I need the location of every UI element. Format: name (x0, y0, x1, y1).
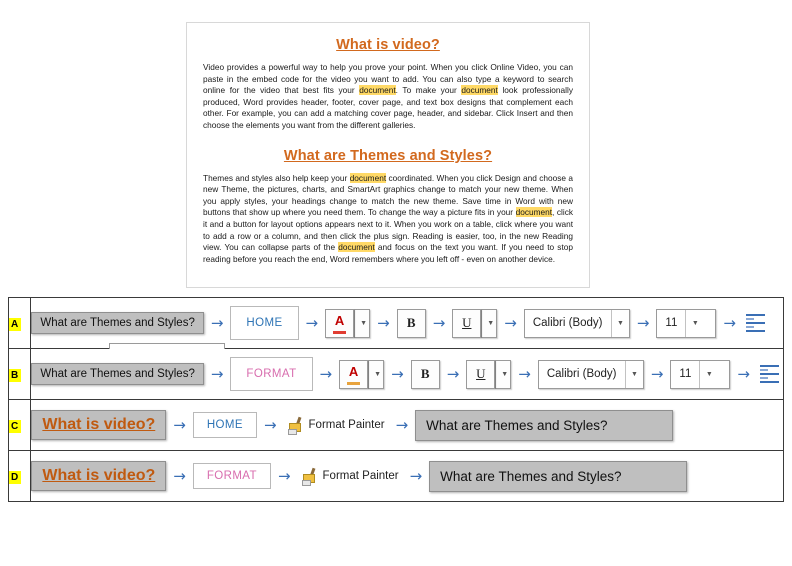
font-color-group-a[interactable] (325, 309, 370, 338)
option-letter-cell-d (9, 451, 31, 502)
option-letter-cell-c (9, 400, 31, 451)
arrow-icon: → (432, 313, 446, 332)
format-painter-label-c: Format Painter (308, 419, 385, 431)
underline-button-a[interactable] (452, 309, 481, 338)
font-size-dropdown-b[interactable] (699, 361, 715, 388)
document-preview-panel (186, 22, 590, 288)
font-color-letter-a: A (334, 313, 345, 328)
paragraph-text-run: Video provides a powerful way to help you prove your point. When you click Online Video, you can paste in the embed code for the video you want to add. You can also type a keyword to search online for the video that best fits your (203, 62, 573, 96)
tab-home-a[interactable]: HOME (230, 306, 298, 340)
table-row[interactable] (9, 298, 784, 349)
font-size-value-a: 11 (665, 317, 678, 329)
option-letter-b: B (9, 369, 21, 382)
chevron-down-icon: ▼ (487, 319, 495, 327)
bold-button-b[interactable] (411, 360, 440, 389)
arrow-icon: → (319, 364, 333, 383)
bold-glyph: B (420, 366, 430, 381)
arrow-icon: → (277, 466, 291, 485)
arrow-icon: → (737, 364, 750, 383)
underline-glyph: U (462, 315, 472, 330)
format-painter-button-d[interactable] (298, 468, 403, 484)
font-color-dropdown-a[interactable] (354, 309, 370, 338)
font-name-value-a: Calibri (Body) (532, 317, 603, 329)
table-row[interactable] (9, 400, 784, 451)
paragraph-text-run: look professionally produced, Word provides header, footer, cover page, and text box designs that complement each other. For example, you can add a matching cover page, header, and sidebar. Click Insert and then choose the elements you want from the different galleries. (203, 85, 573, 130)
paragraph-text-run: and focus on the text you want. If you need to stop reading before you reach the end, Word remembers where you left off - even on another device. (203, 242, 573, 264)
chevron-down-icon: ▼ (705, 370, 713, 378)
arrow-icon: → (377, 313, 390, 332)
arrow-icon: → (446, 364, 460, 383)
highlighted-word: document (359, 85, 396, 96)
target-text-c[interactable]: What are Themes and Styles? (415, 410, 673, 441)
arrow-icon: → (395, 415, 409, 434)
format-painter-icon (302, 468, 318, 484)
line-spacing-icon-b[interactable] (757, 362, 783, 386)
arrow-icon: → (263, 415, 277, 434)
selected-text-b[interactable]: What are Themes and Styles? (31, 363, 203, 385)
arrow-icon: → (391, 364, 404, 383)
underline-glyph: U (476, 366, 486, 381)
doc-paragraph-1 (203, 62, 573, 132)
font-size-value-b: 11 (679, 368, 692, 380)
target-text-d[interactable]: What are Themes and Styles? (429, 461, 687, 492)
bold-glyph: B (406, 315, 416, 330)
doc-heading-themes-and-styles: What are Themes and Styles? (283, 147, 493, 164)
option-letter-cell-a (9, 298, 31, 349)
table-row[interactable] (9, 451, 784, 502)
highlighted-word: document (349, 172, 387, 183)
highlighted-word: document (515, 207, 553, 218)
paragraph-text-run: coordinated. When you click Design and choose a new Theme, the pictures, charts, and SmartArt graphics change to match your new theme. When you apply styles, your headings change to match the new theme. Save time in Word with new buttons that show up where you need them. To change the way a picture fits in your (203, 172, 574, 218)
underline-dropdown-b[interactable] (495, 360, 511, 389)
arrow-icon: → (210, 364, 224, 383)
doc-paragraph-2 (203, 173, 573, 266)
font-color-swatch-a (333, 331, 346, 334)
arrow-icon: → (173, 466, 186, 485)
chevron-down-icon: ▼ (374, 370, 382, 378)
font-color-button-a[interactable] (325, 309, 354, 338)
option-row-b-content[interactable] (31, 349, 784, 400)
paragraph-text-run: . To make your (395, 85, 462, 96)
arrow-icon: → (409, 466, 423, 485)
font-name-combo-a[interactable] (524, 309, 630, 338)
font-color-swatch-b (347, 382, 360, 385)
doc-heading-what-is-video: What is video? (336, 37, 440, 53)
chevron-down-icon: ▼ (631, 370, 638, 378)
arrow-icon: → (636, 313, 650, 332)
chevron-down-icon: ▼ (617, 319, 624, 327)
underline-group-b[interactable] (466, 360, 511, 389)
font-color-button-b[interactable] (339, 360, 368, 389)
highlighted-word: document (338, 242, 375, 253)
tab-format-d[interactable]: FORMAT (193, 463, 271, 489)
font-color-group-b[interactable] (339, 360, 384, 389)
arrow-icon: → (504, 313, 517, 332)
arrow-icon: → (305, 313, 319, 332)
tab-format-b[interactable]: FORMAT (230, 357, 312, 391)
arrow-icon: → (518, 364, 531, 383)
underline-group-a[interactable] (452, 309, 497, 338)
chevron-down-icon: ▼ (501, 370, 509, 378)
arrow-icon: → (173, 415, 186, 434)
chevron-down-icon: ▼ (691, 319, 699, 327)
option-letter-c: C (9, 420, 21, 433)
tab-home-c[interactable]: HOME (193, 412, 257, 438)
option-row-d-content[interactable] (31, 451, 784, 502)
table-row[interactable] (9, 349, 784, 400)
bold-button-a[interactable] (397, 309, 426, 338)
selected-text-d[interactable]: What is video? (31, 461, 166, 491)
underline-dropdown-a[interactable] (481, 309, 497, 338)
paragraph-text-run: Themes and styles also help keep your (203, 172, 350, 183)
arrow-icon: → (723, 313, 736, 332)
underline-button-b[interactable] (466, 360, 495, 389)
option-letter-d: D (9, 471, 21, 484)
option-row-a-content[interactable] (31, 298, 784, 349)
format-painter-button-c[interactable] (284, 417, 389, 433)
arrow-icon: → (650, 364, 664, 383)
font-name-dropdown-b[interactable] (625, 361, 641, 388)
option-letter-a: A (9, 318, 21, 331)
font-color-dropdown-b[interactable] (368, 360, 384, 389)
paragraph-text-run: , click it and a button for layout options appears next to it. When you work on a table, click where you want to add a row or a column, and then click the plus sign. Reading is easier, too, in the new Reading view. You can collapse parts of the (203, 207, 573, 253)
arrow-icon: → (210, 313, 224, 332)
format-painter-icon (288, 417, 304, 433)
chevron-down-icon: ▼ (360, 319, 368, 327)
selected-text-c[interactable]: What is video? (31, 410, 166, 440)
line-spacing-icon-a[interactable] (743, 311, 769, 335)
selected-text-a[interactable]: What are Themes and Styles? (31, 312, 203, 334)
font-size-combo-b[interactable] (670, 360, 730, 389)
partial-chip-decoration (109, 343, 225, 349)
option-letter-cell-b (9, 349, 31, 400)
font-size-dropdown-a[interactable] (685, 310, 701, 337)
format-painter-label-d: Format Painter (322, 470, 399, 482)
font-name-dropdown-a[interactable] (611, 310, 627, 337)
font-color-letter-b: A (348, 364, 359, 379)
font-name-value-b: Calibri (Body) (546, 368, 617, 380)
option-row-c-content[interactable] (31, 400, 784, 451)
font-name-combo-b[interactable] (538, 360, 644, 389)
font-size-combo-a[interactable] (656, 309, 716, 338)
highlighted-word: document (461, 85, 498, 96)
answer-options-table (8, 297, 784, 502)
